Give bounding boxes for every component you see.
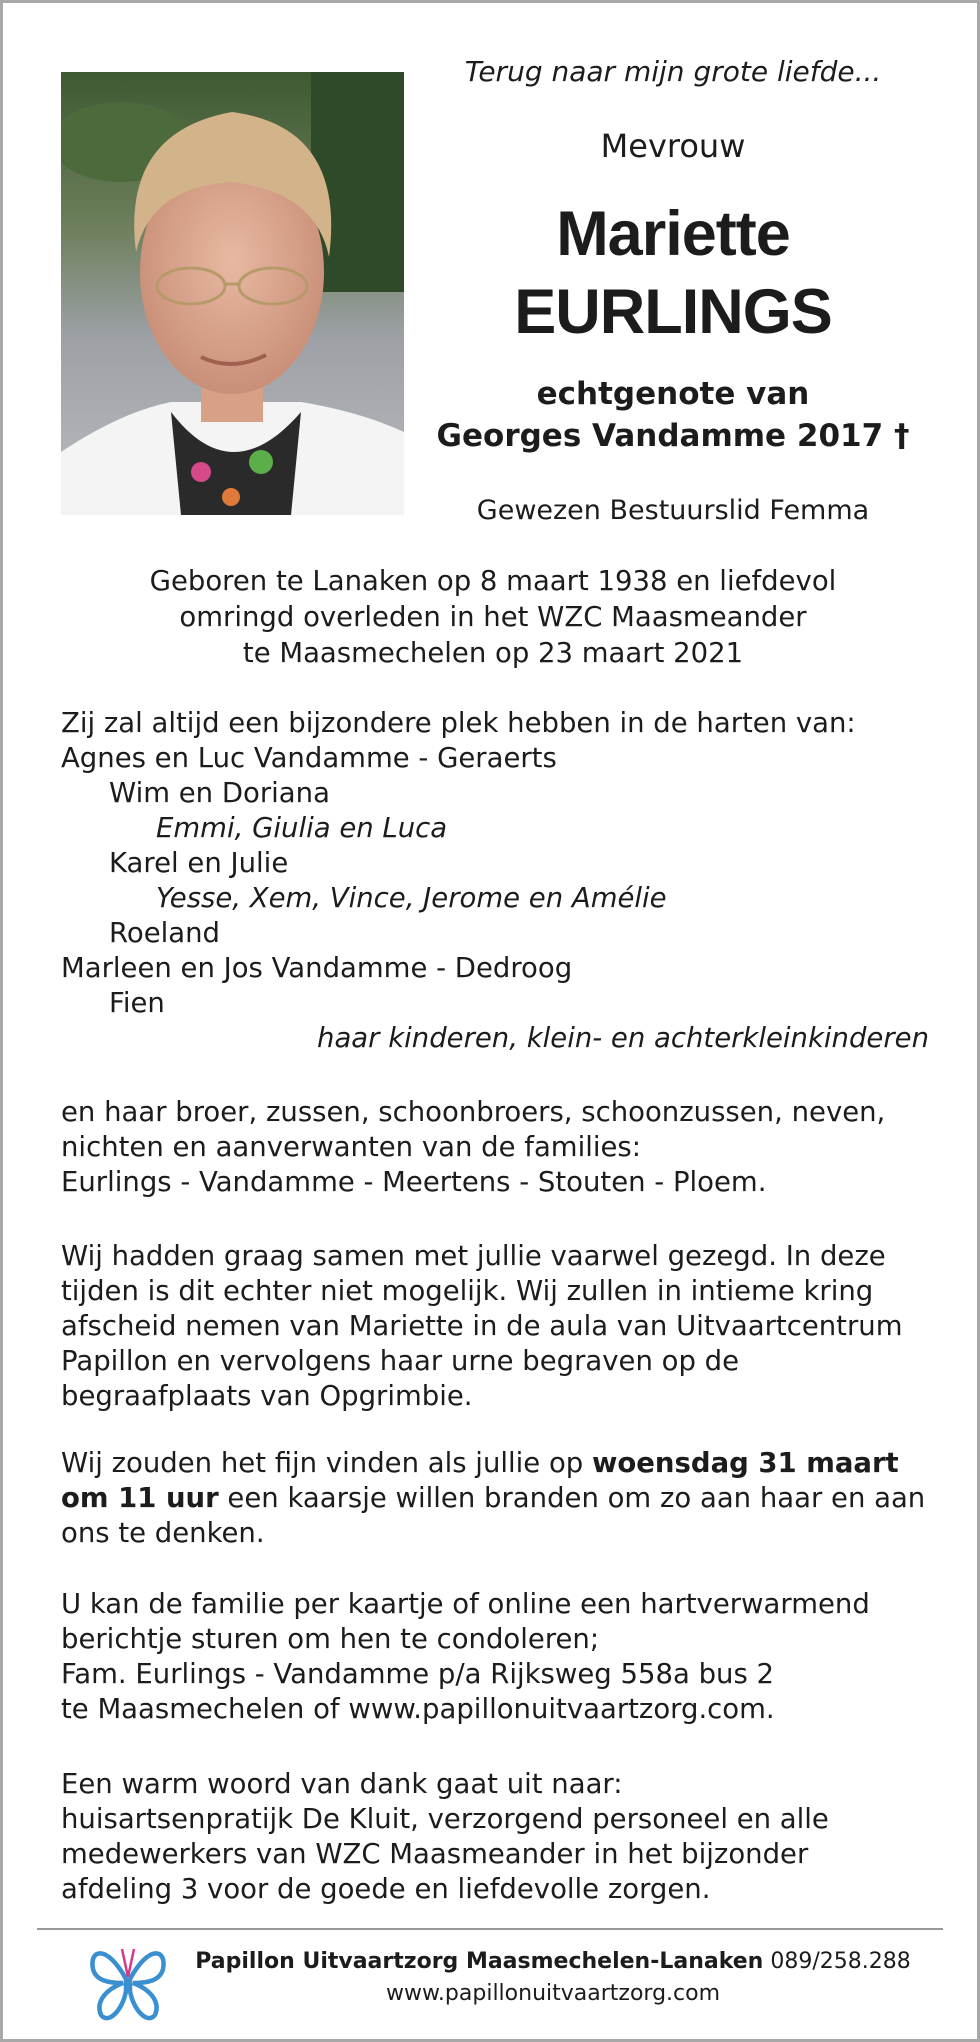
text-line (61, 1481, 941, 1516)
deceased-name (423, 195, 923, 351)
condolence-paragraph (61, 1587, 941, 1727)
thanks-paragraph (61, 1767, 941, 1907)
family-member: Karel en Julie (109, 847, 289, 879)
text-line: medewerkers van WZC Maasmeander in het bijzonder (61, 1838, 809, 1870)
text-line: Eurlings - Vandamme - Meertens - Stouten - Ploem. (61, 1166, 767, 1198)
tagline: Terug naar mijn grote liefde... (464, 55, 882, 88)
text-line: tijden is dit echter niet mogelijk. Wij zullen in intieme kring (61, 1275, 874, 1307)
family-member: Yesse, Xem, Vince, Jerome en Amélie (156, 882, 667, 914)
text-line: begraafplaats van Opgrimbie. (61, 1380, 473, 1412)
funeral-home-website: www.papillonuitvaartzorg.com (385, 1981, 721, 2006)
text-segment: Wij zouden het fijn vinden als jullie op (61, 1447, 592, 1479)
funeral-home-line (183, 1946, 923, 1978)
birth-line: te Maasmechelen op 23 maart 2021 (242, 637, 744, 669)
birth-line: omringd overleden in het WZC Maasmeander (179, 601, 807, 633)
family-intro: Zij zal altijd een bijzondere plek hebben in de harten van: (61, 707, 856, 739)
salutation: Mevrouw (600, 127, 746, 165)
family-member: Marleen en Jos Vandamme - Dedroog (61, 952, 573, 984)
relatives-paragraph (61, 1095, 941, 1200)
butterfly-logo-icon (87, 1939, 169, 2025)
portrait-photo (61, 72, 404, 515)
role-title: Gewezen Bestuurslid Femma (476, 495, 870, 526)
portrait-image (61, 72, 404, 515)
text-line: U kan de familie per kaartje of online een hartverwarmend (61, 1588, 870, 1620)
family-member: Emmi, Giulia en Luca (156, 812, 448, 844)
text-line: Fam. Eurlings - Vandamme p/a Rijksweg 558a bus 2 (61, 1658, 775, 1690)
farewell-paragraph (61, 1239, 941, 1414)
funeral-home-info (183, 1946, 923, 2010)
text-line: huisartsenpratijk De Kluit, verzorgend personeel en alle (61, 1803, 829, 1835)
text-line: te Maasmechelen of www.papillonuitvaartzorg.com. (61, 1693, 775, 1725)
family-list (61, 706, 941, 1056)
footer-divider (37, 1928, 943, 1930)
family-signature: haar kinderen, klein- en achterkleinkinderen (317, 1022, 929, 1054)
first-name: Mariette (556, 199, 790, 269)
text-line: Papillon en vervolgens haar urne begraven op de (61, 1345, 740, 1377)
text-line (61, 1446, 941, 1481)
text-line: ons te denken. (61, 1517, 265, 1549)
family-member: Agnes en Luc Vandamme - Geraerts (61, 742, 557, 774)
text-line: Een warm woord van dank gaat uit naar: (61, 1768, 623, 1800)
last-name: EURLINGS (514, 277, 832, 347)
family-member: Wim en Doriana (109, 777, 330, 809)
birth-line: Geboren te Lanaken op 8 maart 1938 en liefdevol (149, 565, 837, 597)
funeral-home-name: Papillon Uitvaartzorg Maasmechelen-Lanaken (195, 1949, 764, 1974)
text-line: Wij hadden graag samen met jullie vaarwel gezegd. In deze (61, 1240, 886, 1272)
spouse-block (423, 373, 923, 457)
text-line: afscheid nemen van Mariette in de aula van Uitvaartcentrum (61, 1310, 903, 1342)
text-line: afdeling 3 voor de goede en liefdevolle zorgen. (61, 1873, 711, 1905)
spouse-label: echtgenote van (536, 376, 810, 412)
time-highlight: om 11 uur (61, 1482, 219, 1514)
text-line: nichten en aanverwanten van de families: (61, 1131, 642, 1163)
text-segment: een kaarsje willen branden om zo aan haar en aan (218, 1482, 926, 1514)
text-line: en haar broer, zussen, schoonbroers, schoonzussen, neven, (61, 1096, 886, 1128)
text-line: berichtje sturen om hen te condoleren; (61, 1623, 600, 1655)
date-highlight: woensdag 31 maart (591, 1447, 899, 1479)
funeral-home-phone: 089/258.288 (763, 1949, 911, 1974)
spouse-name: Georges Vandamme 2017 † (436, 418, 910, 454)
family-member: Fien (109, 987, 165, 1019)
birth-death-details (3, 563, 980, 671)
family-member: Roeland (109, 917, 220, 949)
candle-paragraph (61, 1446, 941, 1551)
